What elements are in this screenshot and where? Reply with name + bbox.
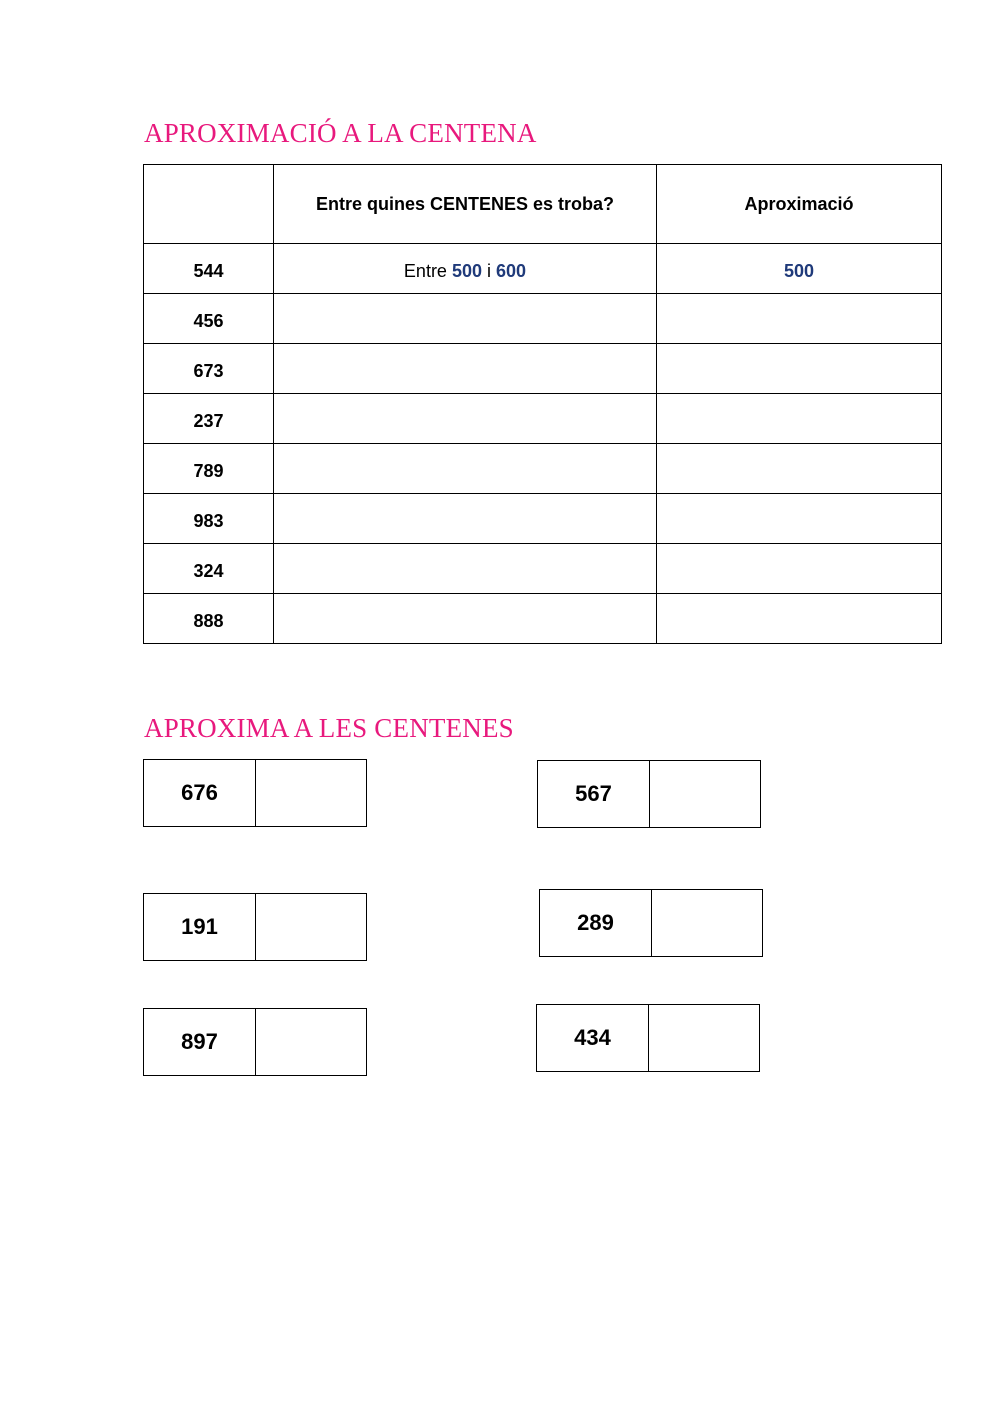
rounding-box [143, 1008, 367, 1076]
between-answer-cell[interactable] [274, 394, 657, 444]
row-number: 544 [144, 244, 274, 294]
between-answer-cell[interactable] [274, 444, 657, 494]
box-number: 289 [540, 890, 652, 956]
table-row [144, 594, 942, 644]
box-answer-field[interactable] [256, 894, 366, 960]
approximation-answer-cell[interactable] [657, 544, 942, 594]
between-answer-cell[interactable] [274, 344, 657, 394]
rounding-box [536, 1004, 760, 1072]
row-number: 888 [144, 594, 274, 644]
box-number: 676 [144, 760, 256, 826]
section-title-centena: APROXIMACIÓ A LA CENTENA [144, 118, 537, 148]
between-prefix: Entre [403, 261, 452, 281]
row-number: 789 [144, 444, 274, 494]
row-number: 673 [144, 344, 274, 394]
approximation-table [143, 164, 942, 644]
table-row [144, 444, 942, 494]
approximation-answer-cell[interactable] [657, 394, 942, 444]
box-answer-field[interactable] [650, 761, 760, 827]
table-row-example [144, 244, 942, 294]
upper-hundred: 600 [496, 261, 527, 281]
rounding-box [143, 759, 367, 827]
example-approximation: 500 [657, 244, 942, 294]
example-between-cell [274, 244, 657, 294]
approximation-answer-cell[interactable] [657, 444, 942, 494]
between-connector: i [482, 261, 497, 281]
box-answer-field[interactable] [652, 890, 762, 956]
box-number: 191 [144, 894, 256, 960]
box-number: 434 [537, 1005, 649, 1071]
box-answer-field[interactable] [256, 1009, 366, 1075]
rounding-box [537, 760, 761, 828]
table-header-row [144, 165, 942, 244]
row-number: 237 [144, 394, 274, 444]
header-approximation: Aproximació [657, 165, 942, 244]
box-answer-field[interactable] [649, 1005, 759, 1071]
table-row [144, 394, 942, 444]
row-number: 983 [144, 494, 274, 544]
row-number: 324 [144, 544, 274, 594]
header-between: Entre quines CENTENES es troba? [274, 165, 657, 244]
approximation-answer-cell[interactable] [657, 344, 942, 394]
box-answer-field[interactable] [256, 760, 366, 826]
lower-hundred: 500 [451, 261, 482, 281]
between-answer-cell[interactable] [274, 294, 657, 344]
between-answer-cell[interactable] [274, 544, 657, 594]
between-answer-cell[interactable] [274, 594, 657, 644]
header-number [144, 165, 274, 244]
table-row [144, 544, 942, 594]
table-row [144, 294, 942, 344]
approximation-answer-cell[interactable] [657, 594, 942, 644]
box-number: 897 [144, 1009, 256, 1075]
section-title-centenes: APROXIMA A LES CENTENES [144, 713, 514, 743]
rounding-box [539, 889, 763, 957]
approximation-answer-cell[interactable] [657, 294, 942, 344]
approximation-answer-cell[interactable] [657, 494, 942, 544]
rounding-box [143, 893, 367, 961]
between-answer-cell[interactable] [274, 494, 657, 544]
row-number: 456 [144, 294, 274, 344]
box-number: 567 [538, 761, 650, 827]
table-row [144, 494, 942, 544]
table-row [144, 344, 942, 394]
